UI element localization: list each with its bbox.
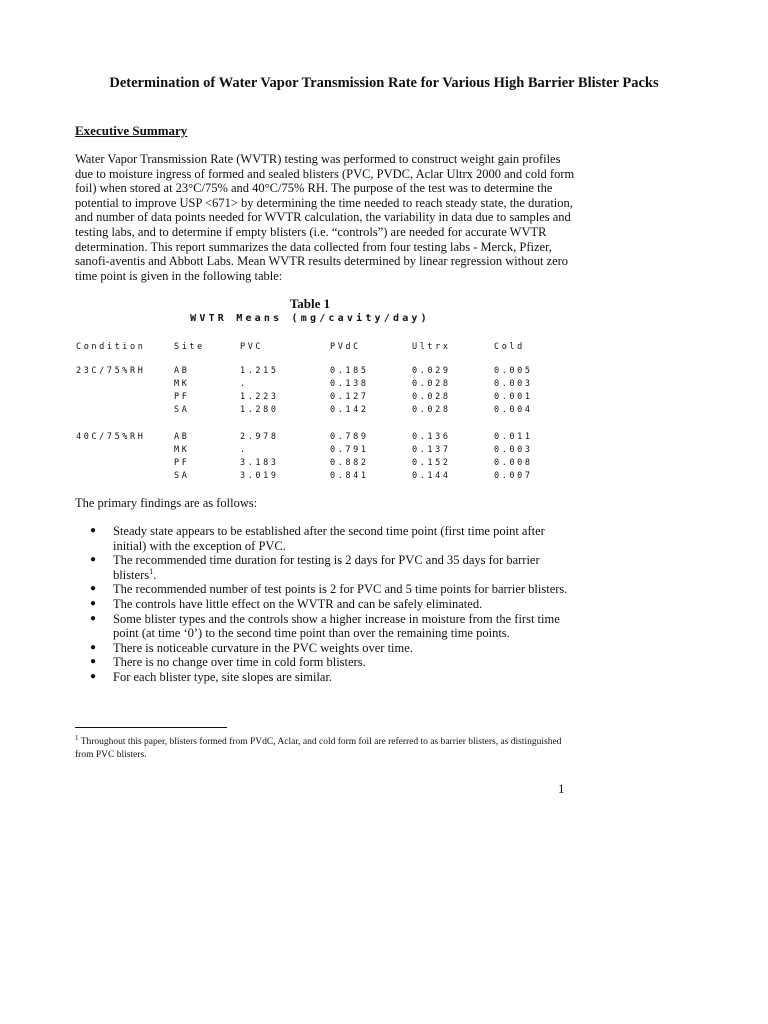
table-cell-cold: 0.003 — [494, 379, 533, 389]
page-number: 1 — [558, 781, 565, 796]
table-cell-pvdc: 0.882 — [330, 458, 369, 468]
table-cell-condition: 40C/75%RH — [76, 432, 146, 442]
table-cell-pvc: 1.223 — [240, 392, 279, 402]
table-cell-site: SA — [174, 471, 190, 481]
table-cell-site: PF — [174, 458, 190, 468]
table-cell-condition: 23C/75%RH — [76, 366, 146, 376]
table-cell-cold: 0.007 — [494, 471, 533, 481]
bullet-icon: ● — [90, 641, 97, 653]
table-cell-pvdc: 0.127 — [330, 392, 369, 402]
table-cell-pvdc: 0.142 — [330, 405, 369, 415]
table-header-condition: Condition — [76, 342, 146, 352]
table-cell-pvdc: 0.791 — [330, 445, 369, 455]
document-title: Determination of Water Vapor Transmission Rate for Various High Barrier Blister Packs — [109, 75, 659, 91]
table-cell-site: AB — [174, 432, 190, 442]
table-header-pvc: PVC — [240, 342, 264, 352]
finding-item — [75, 655, 575, 670]
table-cell-cold: 0.011 — [494, 432, 533, 442]
table-cell-cold: 0.005 — [494, 366, 533, 376]
table-cell-ultrx: 0.028 — [412, 405, 451, 415]
section-heading: Executive Summary — [75, 123, 188, 138]
table-cell-pvdc: 0.185 — [330, 366, 369, 376]
table-cell-pvdc: 0.789 — [330, 432, 369, 442]
table-cell-pvc: 3.183 — [240, 458, 279, 468]
finding-item — [75, 612, 575, 641]
table-cell-cold: 0.003 — [494, 445, 533, 455]
table-cell-ultrx: 0.144 — [412, 471, 451, 481]
table-cell-pvc: . — [240, 445, 248, 455]
table-cell-pvc: 3.019 — [240, 471, 279, 481]
finding-item — [75, 670, 575, 685]
footnote-reference: 1 — [149, 566, 154, 576]
table-cell-pvc: 2.978 — [240, 432, 279, 442]
table-cell-ultrx: 0.152 — [412, 458, 451, 468]
finding-text: There is no change over time in cold form blisters. — [113, 655, 366, 670]
finding-text: The recommended number of test points is 2 for PVC and 5 time points for barrier blisters. — [113, 582, 568, 597]
finding-text: Some blister types and the controls show a higher increase in moisture from the first time point (at time ‘0’) to the second time point than over the remaining time points. — [113, 611, 560, 641]
finding-text: For each blister type, site slopes are similar. — [113, 669, 333, 684]
table-cell-pvc: 1.280 — [240, 405, 279, 415]
table-cell-site: MK — [174, 379, 190, 389]
table-cell-site: PF — [174, 392, 190, 402]
table-cell-ultrx: 0.028 — [412, 392, 451, 402]
bullet-icon: ● — [90, 597, 97, 609]
finding-item — [75, 641, 575, 656]
finding-text: The controls have little effect on the WVTR and can be safely eliminated. — [113, 596, 483, 611]
findings-intro: The primary findings are as follows: — [75, 496, 258, 510]
table-cell-site: MK — [174, 445, 190, 455]
bullet-icon: ● — [90, 612, 97, 624]
finding-item — [75, 553, 575, 582]
table-header-site: Site — [174, 342, 205, 352]
table-cell-ultrx: 0.029 — [412, 366, 451, 376]
table-cell-ultrx: 0.137 — [412, 445, 451, 455]
finding-text: Steady state appears to be established after the second time point (first time point after initial) with the exception of PVC. — [113, 524, 545, 553]
footnote — [75, 732, 575, 761]
bullet-icon: ● — [90, 525, 97, 536]
table-cell-ultrx: 0.136 — [412, 432, 451, 442]
finding-text: There is noticeable curvature in the PVC weights over time. — [113, 640, 413, 655]
finding-text-suffix: . — [153, 567, 157, 582]
summary-paragraph: Water Vapor Transmission Rate (WVTR) testing was performed to construct weight gain profiles due to moisture ingress of formed and sealed blisters (PVC, PVDC, Aclar Ultrx 2000 and cold form foil) when stored at 23°C/75% and 40°C/75% RH. The purpose of the test was to determine the potential to improve USP <671> by determining the time needed to reach steady state, the duration, and number of data points needed for WVTR calculation, the variability in data due to samples and testing labs, and to determine if empty blisters (i.e. “controls”) are needed for accurate WVTR determination. This report summarizes the data collected from four testing labs - Merck, Pfizer, sanofi-aventis and Abbott Labs. Mean WVTR results determined by linear regression without zero time point is given in the following table: — [75, 152, 575, 283]
table-header-ultrx: Ultrx — [412, 342, 451, 352]
table-cell-ultrx: 0.028 — [412, 379, 451, 389]
table-cell-cold: 0.004 — [494, 405, 533, 415]
table-cell-pvc: 1.215 — [240, 366, 279, 376]
findings-list — [75, 524, 575, 685]
table-cell-site: SA — [174, 405, 190, 415]
footnote-text: Throughout this paper, blisters formed from PVdC, Aclar, and cold form foil are referred to as barrier blisters, as distinguished from PVC blisters. — [75, 737, 562, 760]
finding-item — [75, 524, 575, 553]
finding-text: The recommended time duration for testing is 2 days for PVC and 35 days for barrier blisters — [113, 553, 540, 582]
finding-item — [75, 597, 575, 612]
table-cell-cold: 0.001 — [494, 392, 533, 402]
table-cell-pvdc: 0.841 — [330, 471, 369, 481]
table-cell-site: AB — [174, 366, 190, 376]
table-subtitle: WVTR Means (mg/cavity/day) — [190, 313, 430, 324]
table-title: Table 1 — [289, 296, 331, 311]
table-header-pvdc: PVdC — [330, 342, 361, 352]
footnote-marker: 1 — [75, 734, 79, 742]
bullet-icon: ● — [90, 656, 97, 668]
table-header-cold: Cold — [494, 342, 525, 352]
table-cell-pvc: . — [240, 379, 248, 389]
bullet-icon: ● — [90, 670, 97, 682]
footnote-divider — [75, 727, 227, 728]
bullet-icon: ● — [90, 554, 97, 566]
bullet-icon: ● — [90, 583, 97, 595]
finding-item — [75, 582, 575, 597]
table-cell-pvdc: 0.138 — [330, 379, 369, 389]
table-cell-cold: 0.008 — [494, 458, 533, 468]
